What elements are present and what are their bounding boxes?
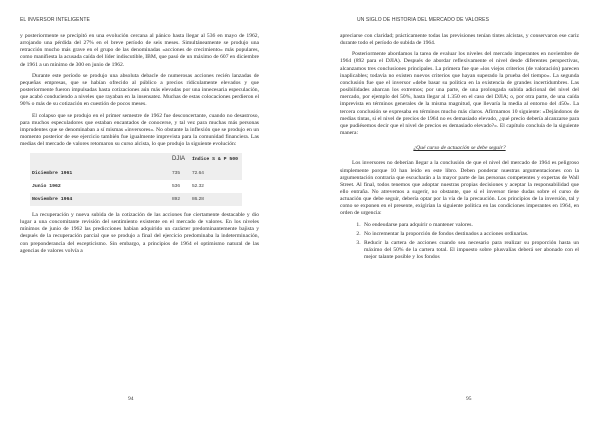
paragraph: El colapso que se produjo en el primer semestre de 1962 fue desconcertante, cuando no desastroso, para muchos especuladores que estaban encantados de conocerse, y tal vez para muchas más personas imprudentes que se denominaban a sí mismas «inversores». No obstante la inflexión que se produjo en un momento posterior de ese ejercicio también fue igualmente imprevista para la comunidad financiera. Las medias del mercado de valores retomaron su curso alcista, lo que produjo la siguiente evolución: [20,112,259,148]
paragraph: y posteriormente se precipitó en una evolución cercana al pánico hasta llegar al 536 en mayo de 1962, arrojando una pérdida del 27% en el breve período de seis meses. Simultáneamente se produjo una retracción mucho más grave en el grupo de las denominadas «acciones de crecimiento» más populares, como manifiesta la acusada caída del líder indiscutible, IBM, que pasó de un máximo de 607 en diciembre de 1961 a un mínimo de 300 en junio de 1962. [20,33,259,68]
table-row [30,180,242,193]
left-page-column [20,33,259,259]
list-item: 2. No incrementar la proporción de fondos destinados a acciones ordinarias. [362,231,579,238]
paragraph: La recuperación y nueva subida de la cotización de las acciones fue ciertamente destacable y dio lugar a una concomitante revisión del sentimiento existente en el mercado de valores. En los niveles mínimos de junio de 1962 las predicciones habían adquirido un carácter predominantemente bajista y después de la recuperación parcial que se produjo a final del ejercicio predominaba la indeterminación, con preponderancia del escepticismo. Sin embargo, a principios de 1964 el optimismo natural de las agencias de valores volvía a [20,211,259,254]
table-row [30,167,242,180]
table-header-empty [30,153,112,166]
djia-value: 892 [112,193,190,206]
paragraph: Posteriormente abordamos la tarea de evaluar los niveles del mercado imperantes en noviembre de 1964 (892 para el DJIA). Después de abordar reflexivamente el nivel desde diferentes perspectivas, alcanzamos tres conclusiones principales. La primera fue que «los viejos criterios (de valoración) parecen inaplicables; todavía no existen nuevos criterios que hayan superado la prueba del tiempo». La segunda conclusión fue que el inversor «debe basar su política en la existencia de grandes incertidumbres. Las posibilidades abarcan los extremos; por una parte, de una prolongada subida adicional del nivel del mercado, por ejemplo del 50%, hasta llegar al 1.350 en el caso del DJIA; o, por otra parte, de una caída imprevista en términos generales de la misma magnitud, que llevaría la media al entorno del 450». La tercera conclusión se expresaba en términos mucho más claros. Afirmamos 10 siguiente: «Dejándonos de medias tintas, si el nivel de precios de 1964 no es demasiado elevado, ¿qué precio debería alcanzarse para que pudiésemos decir que el nivel de precios es demasiado elevado?». El capítulo concluía de la siguiente manera: [340,51,579,137]
table-header-djia: DJIA [172,156,186,163]
running-header-right: UN SIGLO DE HISTORIA DEL MERCADO DE VALORES [357,17,490,23]
table-header-sp500: Índice S & P 500 [191,157,239,163]
table-row [30,193,242,206]
list-item: 3. Reducir la cartera de acciones cuando sea necesario para realizar su proporción hasta un máximo del 50% de la cartera total. El impuesto sobre plusvalías deberá ser abonado con el mejor talante posible y los fondos [362,240,579,261]
right-page-column [340,33,579,263]
running-header-left: EL INVERSOR INTELIGENTE [20,17,90,23]
paragraph: Durante este período se produjo una absoluta debacle de numerosas acciones recién lanzadas de pequeñas empresas, que se habían ofrecido al público a precios ridículamente elevados y que posteriormente fueron impulsadas hasta cotizaciones aún más elevadas por una innecesaria especulación, que acabó conduciendo a niveles que rayaban en la insensatez. Muchas de estas colocaciones perdieron el 90% o más de su cotización en cuestión de pocos meses. [20,72,259,108]
row-label: Junio 1962 [32,183,61,189]
list-item: 1. No endeudarse para adquirir o mantener valores. [362,222,579,229]
section-subheading [340,145,579,152]
paragraph: apreciarse con claridad; prácticamente todas las previsiones tenían tintes alcistas, y conservaron ese cariz durante todo el período de subida de 1964. [340,33,579,47]
sp500-value: 72.64 [190,167,242,180]
recommendations-list [340,222,579,262]
index-table [30,153,242,206]
djia-value: 536 [172,183,181,189]
sp500-value: 86.28 [190,193,242,206]
subheading-text: ¿Qué curso de actuación se debe seguir? [413,145,506,152]
sp500-value: 52.32 [191,183,204,189]
page-number-right: 95 [466,396,472,402]
page-number-left: 94 [128,396,134,402]
row-label: Noviembre 1964 [30,193,112,206]
paragraph: Los inversores no deberían llegar a la conclusión de que el nivel del mercado de 1964 es peligroso simplemente porque 10 han leído en este libro. Deben ponderar nuestras argumentaciones con la argumentación contraria que escucharán a la mayor parte de las personas competentes y expertas de Wall Street. Al final, todos tenemos que adoptar nuestras propias decisiones y aceptar la responsabilidad que ello entraña. No atrevemos a sugerir, no obstante, que si el inversor tiene dudas sobre el curso de actuación que debe seguir, debería optar por la vía de la precaución. Los principios de la inversión, tal y como se exponen en el presente, exigirían la siguiente política en las condiciones imperantes en 1964, en orden de urgencia: [340,160,579,217]
row-label: Diciembre 1961 [30,167,112,180]
djia-value: 735 [112,167,190,180]
